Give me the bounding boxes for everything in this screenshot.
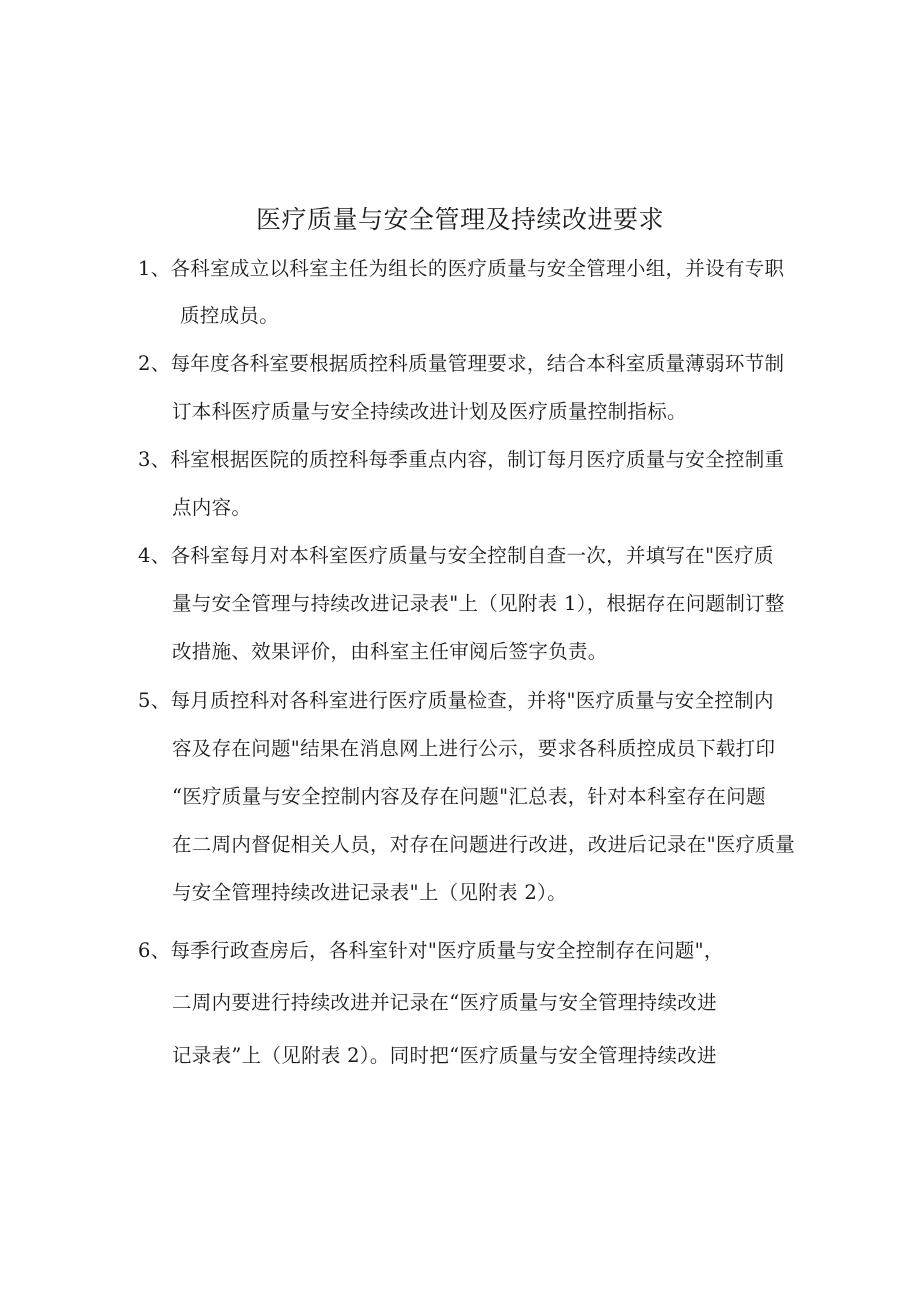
item-4-line-2: 量与安全管理与持续改进记录表"上（见附表 1），根据存在问题制订整 [172, 592, 785, 615]
item-3-line-1: 3、科室根据医院的质控科每季重点内容，制订每月医疗质量与安全控制重 [138, 448, 785, 471]
item-5-line-5: 与安全管理持续改进记录表"上（见附表 2）。 [172, 881, 567, 904]
item-5-line-4: 在二周内督促相关人员，对存在问题进行改进，改进后记录在"医疗质量 [172, 833, 796, 856]
item-3-line-2: 点内容。 [172, 496, 252, 519]
item-6-line-1: 6、每季行政查房后，各科室针对"医疗质量与安全控制存在问题"， [138, 939, 724, 962]
item-2-line-2: 订本科医疗质量与安全持续改进计划及医疗质量控制指标。 [172, 400, 687, 423]
item-4-line-3: 改措施、效果评价，由科室主任审阅后签字负责。 [172, 640, 608, 663]
document-title: 医疗质量与安全管理及持续改进要求 [255, 205, 664, 234]
item-1-line-1: 1、各科室成立以科室主任为组长的医疗质量与安全管理小组，并设有专职 [138, 257, 785, 280]
item-4-line-1: 4、各科室每月对本科室医疗质量与安全控制自查一次，并填写在"医疗质 [138, 544, 774, 567]
item-5-line-3: “医疗质量与安全控制内容及存在问题"汇总表，针对本科室存在问题 [172, 785, 766, 808]
item-6-line-3: 记录表”上（见附表 2）。同时把“医疗质量与安全管理持续改进 [172, 1044, 717, 1067]
item-6-line-2: 二周内要进行持续改进并记录在“医疗质量与安全管理持续改进 [172, 991, 717, 1014]
item-5-line-1: 5、每月质控科对各科室进行医疗质量检查，并将"医疗质量与安全控制内 [138, 689, 774, 712]
item-2-line-1: 2、每年度各科室要根据质控科质量管理要求，结合本科室质量薄弱环节制 [138, 352, 785, 375]
item-1-line-2: 质控成员。 [180, 304, 280, 327]
item-5-line-2: 容及存在问题"结果在消息网上进行公示，要求各科质控成员下载打印 [172, 737, 776, 760]
